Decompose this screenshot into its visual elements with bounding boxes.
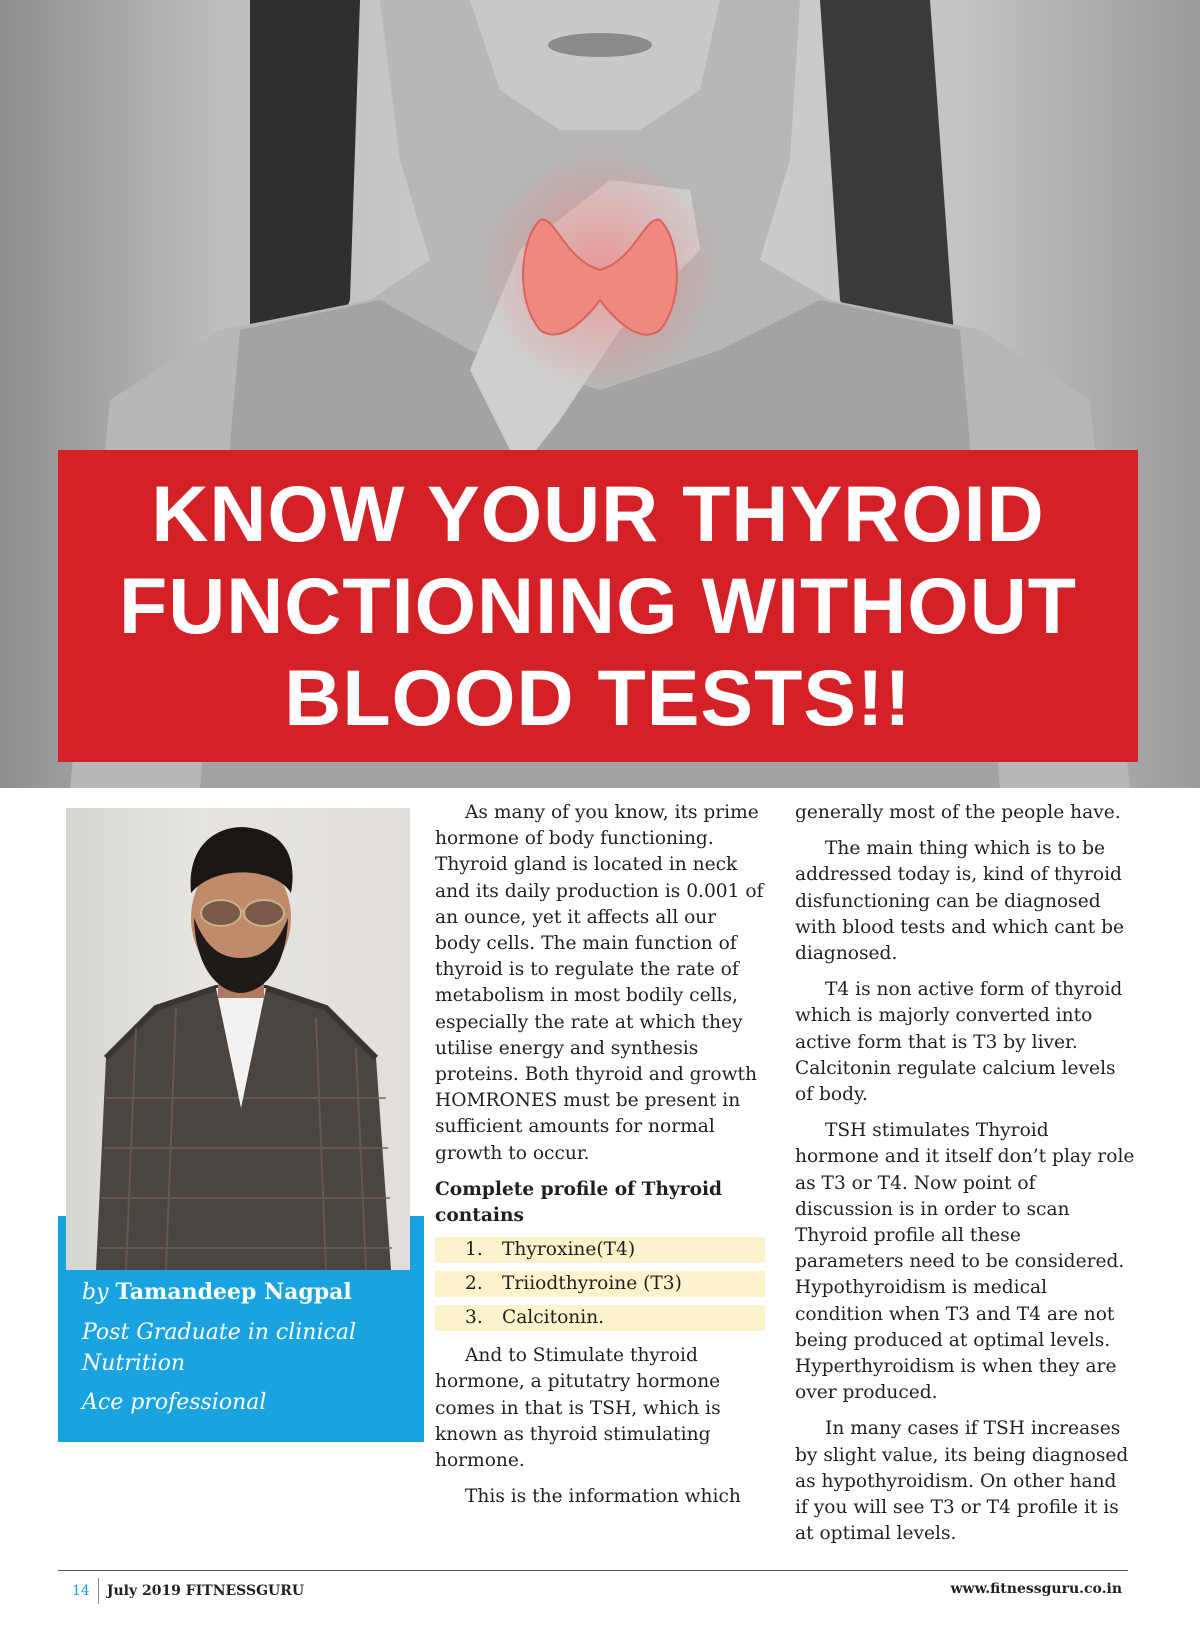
author-name: Tamandeep Nagpal [115,1279,352,1305]
paragraph: T4 is non active form of thyroid which is majorly converted into active form that is T3 by liver. Calcitonin regulate calcium levels of body. [795,979,1123,1106]
issue-label: July 2019 FITNESSGURU [106,1583,305,1599]
author-byline [82,1276,412,1309]
list-number: 2. [465,1273,483,1295]
author-credential: Post Graduate in clinical Nutrition [82,1320,356,1376]
list-text: Triiodthyroine (T3) [502,1273,682,1295]
paragraph: And to Stimulate thyroid hormone, a pitutatry hormone comes in that is TSH, which is known as thyroid stimulating hormone. [435,1345,721,1472]
headline: KNOW YOUR THYROID FUNCTIONING WITHOUT BLOOD TESTS!! [118,469,1078,742]
author-role: Ace professional [82,1390,267,1415]
article-column-1 [435,800,765,1520]
hero-image [0,0,1200,788]
paragraph: In many cases if TSH increases by slight value, its being diagnosed as hypothyroidism. On other hand if you will see T3 or T4 profile it is at optimal levels. [795,1418,1129,1545]
list-number: 3. [465,1307,483,1329]
author-info [82,1276,412,1418]
footer-separator [98,1578,99,1604]
article-column-2 [795,800,1135,1557]
paragraph: The main thing which is to be addressed today is, kind of thyroid disfunctioning can be diagnosed with blood tests and which cant be diagnosed. [795,838,1124,965]
paragraph: generally most of the people have. [795,802,1121,823]
thyroid-profile-list [435,1237,765,1331]
footer-divider [58,1570,1128,1571]
website-link[interactable]: www.fitnessguru.co.in [950,1581,1122,1597]
author-portrait-image [66,808,410,1270]
by-prefix: by [82,1280,109,1305]
list-text: Calcitonin. [502,1307,605,1329]
list-subheading: Complete profile of Thyroid contains [435,1178,723,1227]
paragraph: TSH stimulates Thyroid hormone and it itself don’t play role as T3 or T4. Now point of discussion is in order to scan Thyroid profile all these parameters need to be considered. Hypothyroidism is medical condition when T3 and T4 are not being produced at optimal levels. Hyperthyroidism is when they are over produced. [795,1120,1135,1404]
list-number: 1. [465,1239,483,1261]
list-item [435,1271,765,1297]
list-item [435,1305,765,1331]
author-photo [66,808,410,1270]
footer-left [72,1578,304,1604]
list-item [435,1237,765,1263]
paragraph: This is the information which [465,1486,741,1508]
page-number: 14 [72,1583,90,1599]
list-text: Thyroxine(T4) [502,1239,636,1261]
paragraph: As many of you know, its prime hormone of body functioning. Thyroid gland is located in neck and its daily production is 0.001 of an ounce, yet it affects all our body cells. The main function of thyroid is to regulate the rate of metabolism in most bodily cells, especially the rate at which they utilise energy and synthesis proteins. Both thyroid and growth HOMRONES must be present in sufficient amounts for normal growth to occur. [435,802,764,1164]
headline-banner [58,450,1138,762]
